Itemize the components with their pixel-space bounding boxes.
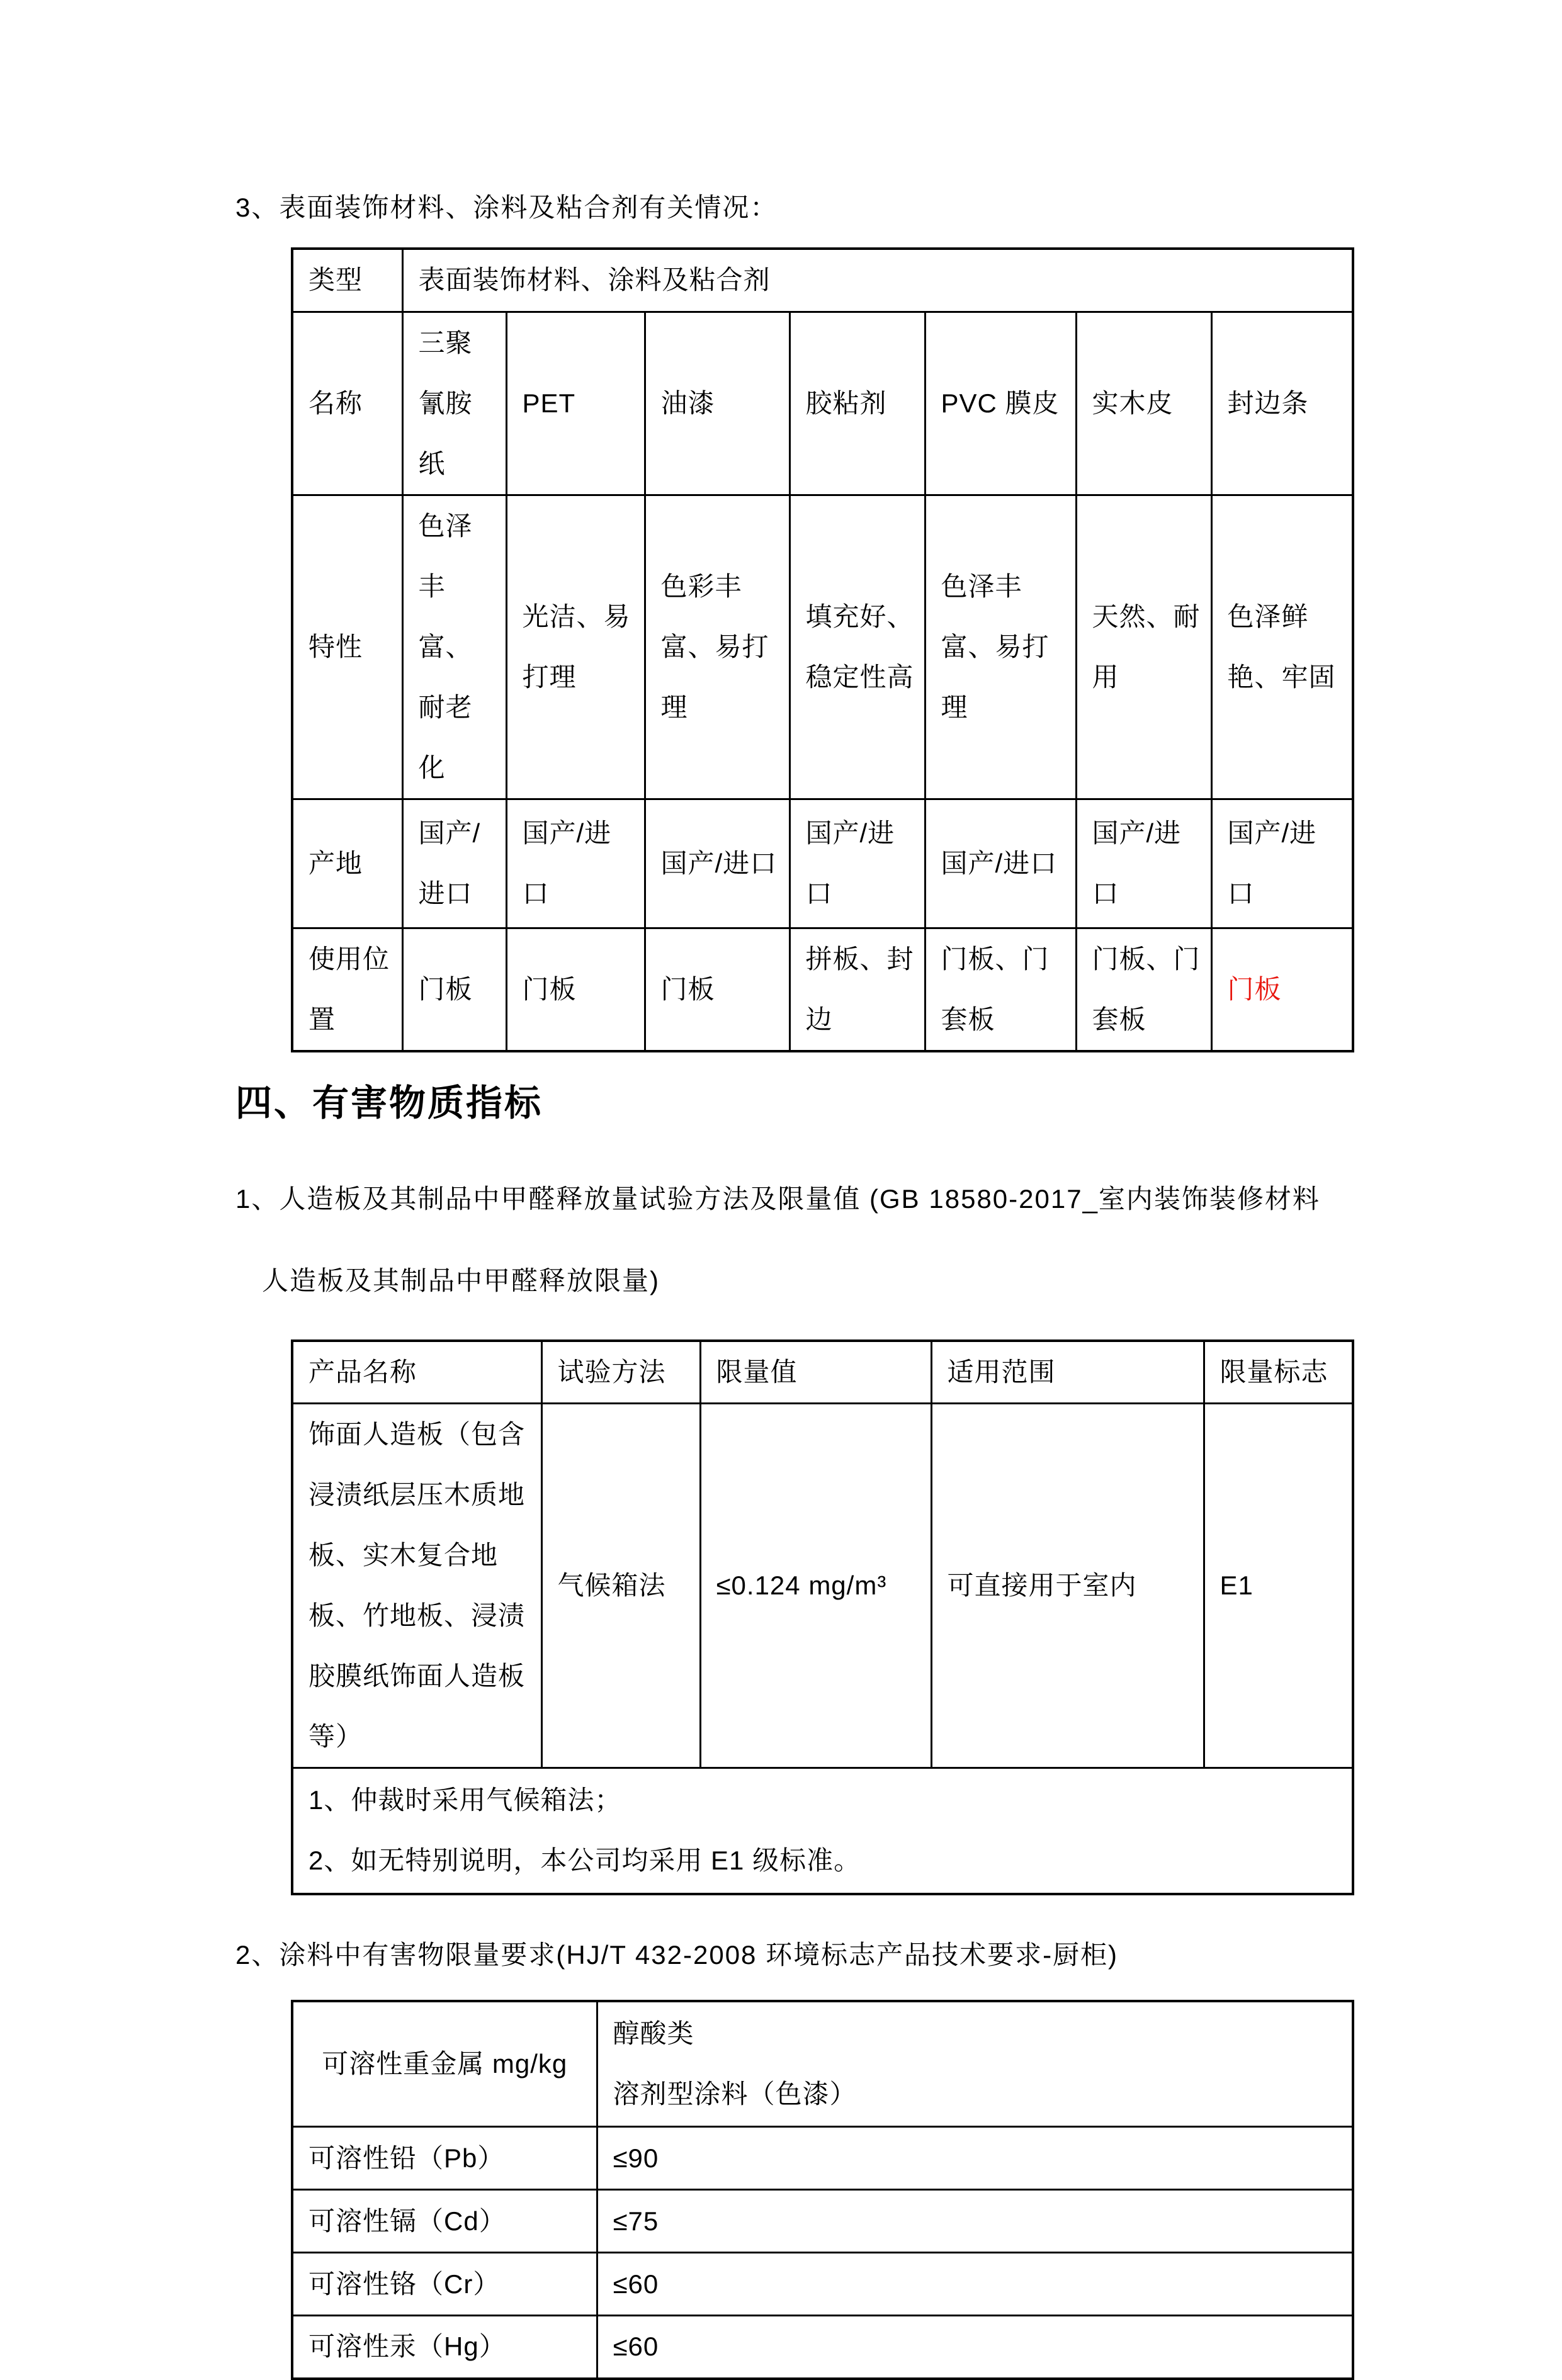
t3-metal-name: 可溶性汞（Hg） <box>292 2316 597 2379</box>
t2-note-line: 2、如无特别说明，本公司均采用 E1 级标准。 <box>308 1846 861 1876</box>
t1-feature-cell: 光洁、易打理 <box>506 495 645 799</box>
t1-position-cell: 门板、门套板 <box>925 928 1076 1051</box>
t1-feature-cell: 色泽鲜艳、牢固 <box>1211 495 1353 799</box>
table-row <box>292 495 1353 799</box>
t3-coating-type-line: 溶剂型涂料（色漆） <box>613 2078 857 2109</box>
t1-origin-cell: 国产/进口 <box>506 799 645 928</box>
t3-header-metal: 可溶性重金属 mg/kg <box>292 2001 597 2127</box>
t2-notes-cell <box>292 1768 1353 1894</box>
t2-header-limit: 限量值 <box>700 1341 931 1404</box>
t1-position-cell: 拼板、封边 <box>789 928 925 1051</box>
t2-limit-cell: ≤0.124 mg/m³ <box>700 1404 931 1768</box>
t3-metal-name: 可溶性铅（Pb） <box>292 2127 597 2190</box>
t1-name-cell: 实木皮 <box>1076 312 1211 495</box>
t3-metal-name: 可溶性铬（Cr） <box>292 2253 597 2316</box>
t1-origin-cell: 国产/进口 <box>1076 799 1211 928</box>
heavy-metal-limit-table <box>291 2000 1354 2380</box>
table-header-row <box>292 1341 1353 1404</box>
t3-metal-name: 可溶性镉（Cd） <box>292 2190 597 2253</box>
table-row <box>292 312 1353 495</box>
table-row <box>292 249 1353 312</box>
t1-position-cell: 门板、门套板 <box>1076 928 1211 1051</box>
t1-origin-cell: 国产/进口 <box>1211 799 1353 928</box>
t3-metal-value: ≤90 <box>597 2127 1353 2190</box>
t1-name-cell: 胶粘剂 <box>789 312 925 495</box>
t3-header-coating-type <box>597 2001 1353 2127</box>
table-row <box>292 2253 1353 2316</box>
t1-position-cell: 门板 <box>645 928 789 1051</box>
t1-origin-cell: 国产/进口 <box>645 799 789 928</box>
t1-label-origin: 产地 <box>292 799 402 928</box>
table-row <box>292 928 1353 1051</box>
t1-name-cell: 油漆 <box>645 312 789 495</box>
t1-name-cell: 三聚氰胺纸 <box>402 312 506 495</box>
table-row <box>292 2127 1353 2190</box>
t1-name-cell: PVC 膜皮 <box>925 312 1076 495</box>
formaldehyde-limit-table <box>291 1339 1354 1895</box>
coating-intro-paragraph: 2、涂料中有害物限量要求(HJ/T 432-2008 环境标志产品技术要求-厨柜) <box>235 1939 1119 1970</box>
t1-origin-cell: 国产/进口 <box>789 799 925 928</box>
t1-feature-cell: 色泽丰富、耐老化 <box>402 495 506 799</box>
t1-label-position: 使用位置 <box>292 928 402 1051</box>
t1-name-cell: PET <box>506 312 645 495</box>
t2-mark-cell: E1 <box>1204 1404 1353 1768</box>
surface-materials-table <box>291 247 1354 1052</box>
t2-header-product: 产品名称 <box>292 1341 541 1404</box>
t1-feature-cell: 色泽丰富、易打理 <box>925 495 1076 799</box>
table-row <box>292 799 1353 928</box>
t1-position-cell-highlighted: 门板 <box>1211 928 1353 1051</box>
t2-note-line: 1、仲裁时采用气候箱法； <box>308 1785 622 1815</box>
t1-position-cell: 门板 <box>402 928 506 1051</box>
t2-header-mark: 限量标志 <box>1204 1341 1353 1404</box>
t1-name-cell: 封边条 <box>1211 312 1353 495</box>
t2-scope-cell: 可直接用于室内 <box>931 1404 1204 1768</box>
t1-feature-cell: 色彩丰富、易打理 <box>645 495 789 799</box>
table-row <box>292 2316 1353 2379</box>
t1-origin-cell: 国产/进口 <box>402 799 506 928</box>
t1-label-name: 名称 <box>292 312 402 495</box>
t2-method-cell: 气候箱法 <box>541 1404 700 1768</box>
table-row <box>292 2190 1353 2253</box>
table-notes-row <box>292 1768 1353 1894</box>
t3-metal-value: ≤75 <box>597 2190 1353 2253</box>
t1-origin-cell: 国产/进口 <box>925 799 1076 928</box>
table-header-row <box>292 2001 1353 2127</box>
t3-coating-type-line: 醇酸类 <box>613 2018 694 2048</box>
t1-feature-cell: 天然、耐用 <box>1076 495 1211 799</box>
table-row <box>292 1404 1353 1768</box>
t1-type-value: 表面装饰材料、涂料及粘合剂 <box>402 249 1353 312</box>
section4-heading: 四、有害物质指标 <box>235 1082 543 1124</box>
t1-feature-cell: 填充好、稳定性高 <box>789 495 925 799</box>
t1-label-feature: 特性 <box>292 495 402 799</box>
t3-metal-value: ≤60 <box>597 2316 1353 2379</box>
t2-product-cell: 饰面人造板（包含浸渍纸层压木质地板、实木复合地板、竹地板、浸渍胶膜纸饰面人造板等） <box>292 1404 541 1768</box>
t2-header-method: 试验方法 <box>541 1341 700 1404</box>
t1-position-cell: 门板 <box>506 928 645 1051</box>
t1-label-type: 类型 <box>292 249 402 312</box>
t2-header-scope: 适用范围 <box>931 1341 1204 1404</box>
formaldehyde-intro-paragraph: 1、人造板及其制品中甲醛释放量试验方法及限量值 (GB 18580-2017_室内装饰装修材料 人造板及其制品中甲醛释放限量) <box>235 1183 1320 1295</box>
t3-metal-value: ≤60 <box>597 2253 1353 2316</box>
section3-title: 3、表面装饰材料、涂料及粘合剂有关情况： <box>235 193 778 222</box>
